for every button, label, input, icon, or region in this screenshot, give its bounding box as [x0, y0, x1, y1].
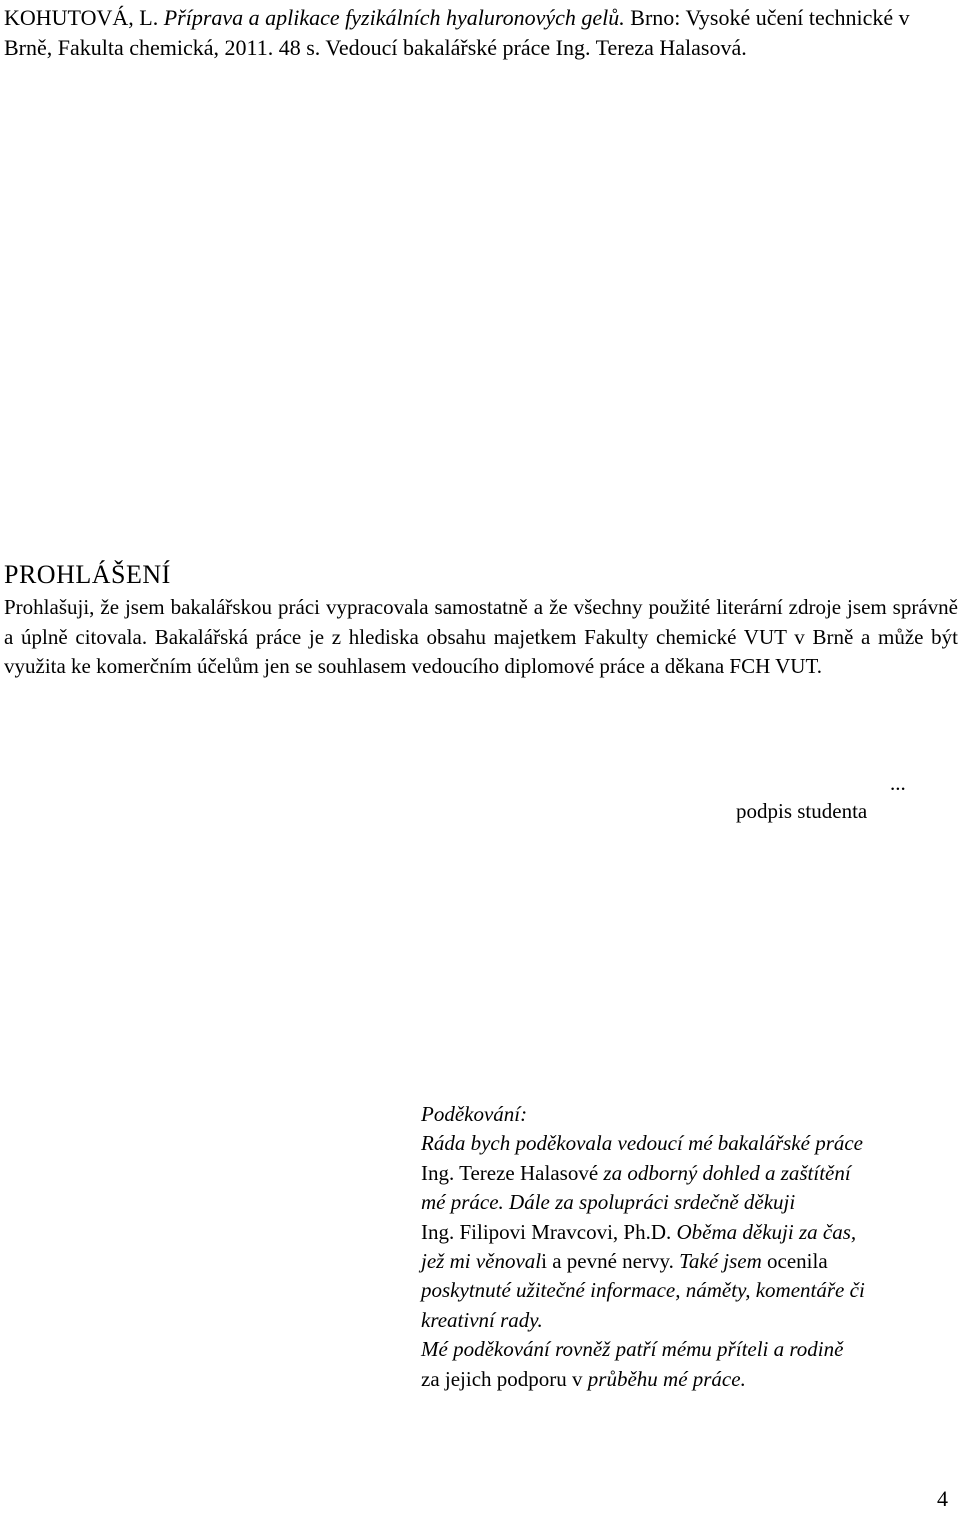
- citation-details: Brno: Vysoké učení technické v Brně, Fakulta chemická, 2011. 48 s. Vedoucí bakalářské práce Ing. Tereza Halasová.: [4, 5, 910, 60]
- acknowledgement-line: Ing. Tereze Halasové za odborný dohled a zaštítění: [421, 1160, 851, 1185]
- citation-title: Příprava a aplikace fyzikálních hyaluronových gelů.: [163, 5, 625, 30]
- citation-authors: KOHUTOVÁ, L.: [4, 5, 164, 30]
- acknowledgement-line: poskytnuté užitečné informace, náměty, komentáře či: [421, 1278, 865, 1303]
- declaration-heading: PROHLÁŠENÍ: [4, 560, 171, 589]
- consultant-name: Ing. Filipovi Mravcovi, Ph.D.: [421, 1219, 672, 1244]
- supervisor-name: Ing. Tereze Halasové: [421, 1160, 599, 1185]
- bibliographic-citation: [4, 3, 952, 63]
- acknowledgement-line: za jejich podporu v průběhu mé práce.: [421, 1366, 746, 1391]
- acknowledgement-line: Mé poděkování rovněž patří mému příteli a rodině: [421, 1337, 844, 1362]
- acknowledgement-section: [421, 1100, 959, 1394]
- acknowledgement-line: mé práce. Dále za spolupráci srdečně děkuji: [421, 1190, 796, 1215]
- declaration-text: Prohlašuji, že jsem bakalářskou práci vypracovala samostatně a že všechny použité literární zdroje jsem správně a úplně citovala. Bakalářská práce je z hlediska obsahu majetkem Fakulty chemické VUT v Brně a může být využita ke komerčním účelům jen se souhlasem vedoucího diplomové práce a děkana FCH VUT.: [4, 595, 958, 678]
- page-number: 4: [937, 1486, 948, 1511]
- signature-label: podpis studenta: [736, 799, 868, 823]
- signature-line: ...: [890, 771, 906, 795]
- acknowledgement-heading: Poděkování:: [421, 1102, 528, 1126]
- acknowledgement-line: Ing. Filipovi Mravcovi, Ph.D. Oběma děkuji za čas,: [421, 1219, 857, 1244]
- acknowledgement-line: kreativní rady.: [421, 1307, 543, 1332]
- acknowledgement-line: Ráda bych poděkovala vedoucí mé bakalářské práce: [421, 1131, 864, 1156]
- acknowledgement-line: jež mi věnovali a pevné nervy. Také jsem ocenila: [421, 1249, 828, 1274]
